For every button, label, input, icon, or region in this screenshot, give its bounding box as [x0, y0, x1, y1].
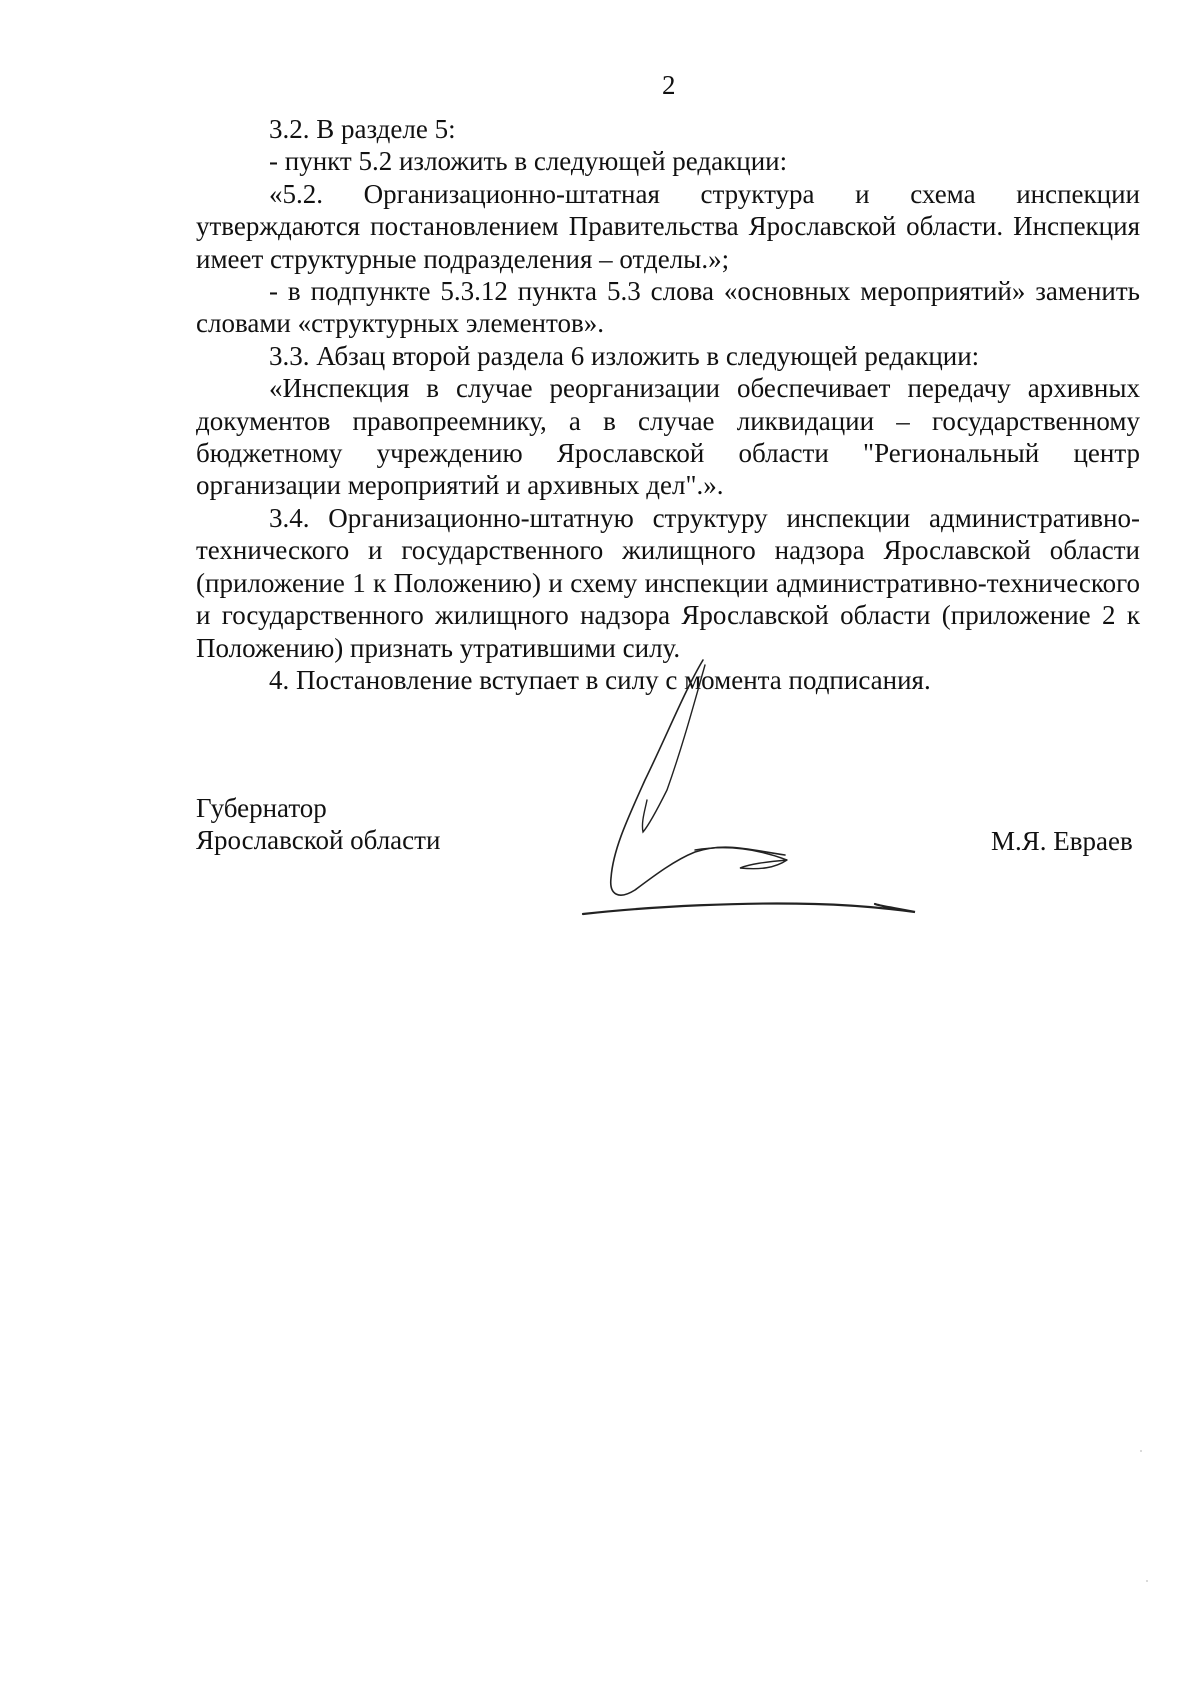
paragraph-section-6-text: «Инспекция в случае реорганизации обеспечивает передачу архивных документов правопреемнику, а в случае ликвидации – государственному бюджетному учреждению Ярославской области "Региональный центр организации мероприятий и архивных дел".». — [196, 373, 1140, 501]
scan-speck — [1140, 1450, 1142, 1452]
signatory-title-line1: Губернатор — [196, 793, 327, 823]
signatory-name: М.Я. Евраев — [991, 826, 1133, 856]
paragraph-3-2: 3.2. В разделе 5: — [269, 114, 456, 144]
handwritten-signature — [575, 650, 975, 930]
page-number: 2 — [662, 70, 676, 100]
document-body — [196, 113, 1140, 696]
paragraph-5-2-text: «5.2. Организационно-штатная структура и схема инспекции утверждаются постановлением Правительства Ярославской области. Инспекция имеет структурные подразделения – отделы.»; — [196, 178, 1140, 274]
paragraph-5-3-12: - в подпункте 5.3.12 пункта 5.3 слова «основных мероприятий» заменить словами «структурных элементов». — [196, 276, 1140, 339]
signatory-title-line2: Ярославской области — [196, 825, 441, 855]
paragraph-3-4: 3.4. Организационно-штатную структуру инспекции административно-технического и государственного жилищного надзора Ярославской области (приложение 1 к Положению) и схему инспекции административно-технического и государственного жилищного надзора Ярославской области (приложение 2 к Положению) признать утратившими силу. — [196, 502, 1140, 663]
paragraph-item-5-2: - пункт 5.2 изложить в следующей редакции: — [269, 146, 788, 177]
paragraph-4: 4. Постановление вступает в силу с момента подписания. — [269, 664, 931, 695]
paragraph-3-3: 3.3. Абзац второй раздела 6 изложить в следующей редакции: — [269, 340, 980, 371]
scan-speck — [1146, 1580, 1148, 1582]
signatory-title — [196, 792, 440, 856]
